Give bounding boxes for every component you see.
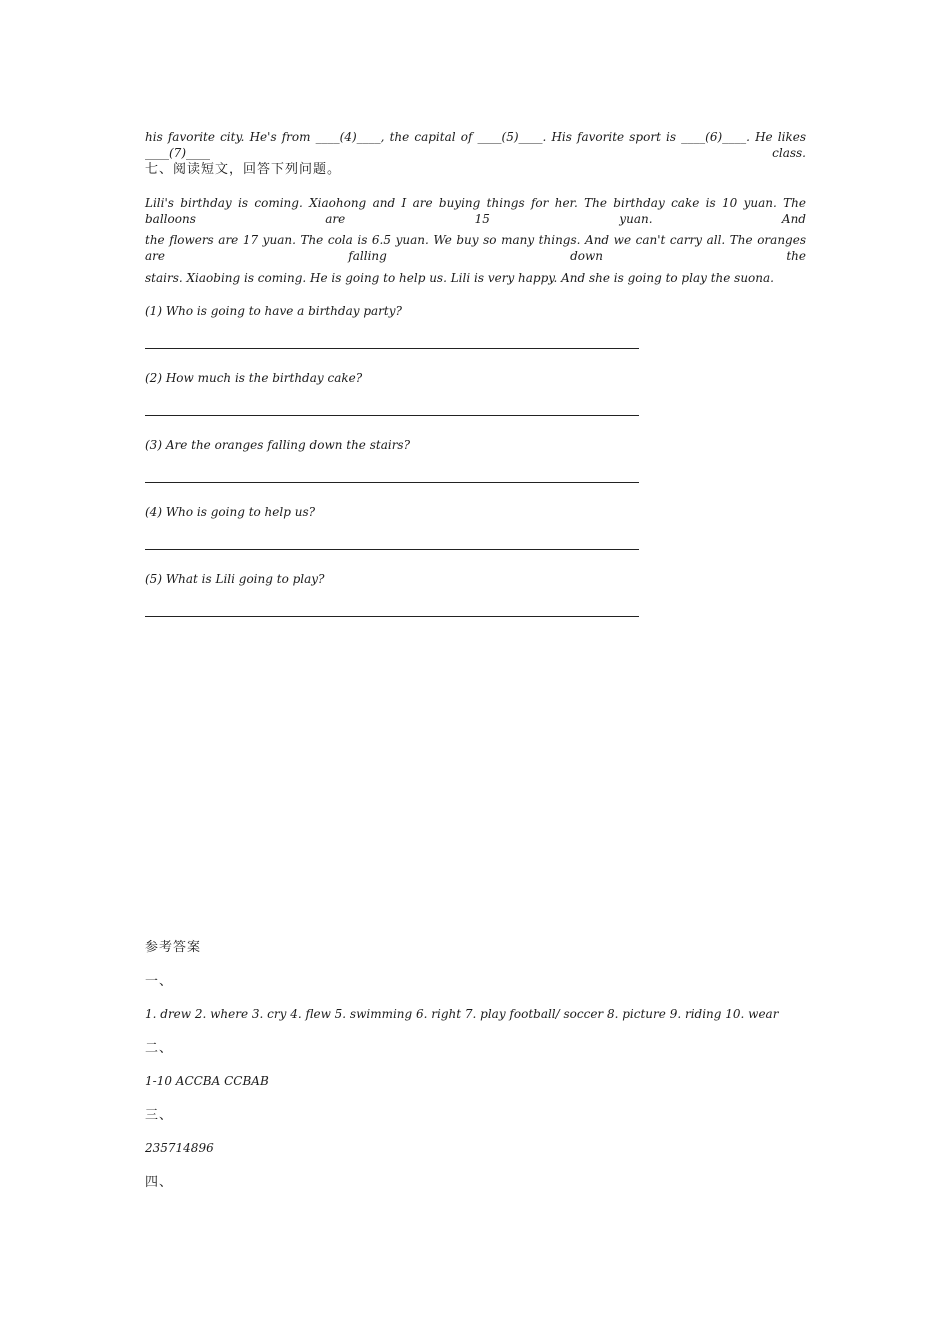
section7-heading: 七、阅读短文，回答下列问题。 <box>145 162 342 177</box>
answers-section3-text: 235714896 <box>145 1141 214 1155</box>
question-2: (2) How much is the birthday cake? <box>145 371 363 385</box>
passage-tail: his favorite city. He's from ____(4)____, the capital of ____(5)____. His favorite sport is ____(6)____. He likes ____(7)____ class. <box>145 130 806 160</box>
question-4: (4) Who is going to help us? <box>145 505 316 519</box>
answers-section2-text: 1-10 ACCBA CCBAB <box>145 1074 269 1088</box>
answer-line-2[interactable] <box>145 415 639 416</box>
question-1: (1) Who is going to have a birthday party? <box>145 304 402 318</box>
passage-line-3: stairs. Xiaobing is coming. He is going to help us. Lili is very happy. And she is going to play the suona. <box>145 271 774 285</box>
passage-line-1: Lili's birthday is coming. Xiaohong and I are buying things for her. The birthday cake is 10 yuan. The balloons are 15 yuan. And <box>145 196 806 226</box>
answers-section1-label: 一、 <box>145 974 174 989</box>
question-3: (3) Are the oranges falling down the stairs? <box>145 438 411 452</box>
answers-section2-label: 二、 <box>145 1041 174 1056</box>
answer-line-4[interactable] <box>145 549 639 550</box>
answers-title: 参考答案 <box>145 940 202 955</box>
answer-line-3[interactable] <box>145 482 639 483</box>
answers-section3-label: 三、 <box>145 1108 174 1123</box>
answer-line-1[interactable] <box>145 348 639 349</box>
question-5: (5) What is Lili going to play? <box>145 572 325 586</box>
answers-section1-text: 1. drew 2. where 3. cry 4. flew 5. swimming 6. right 7. play football/ soccer 8. picture 9. riding 10. wear <box>145 1007 779 1021</box>
passage-line-2: the flowers are 17 yuan. The cola is 6.5 yuan. We buy so many things. And we can't carry all. The oranges are falling down the <box>145 233 806 263</box>
answers-section4-label: 四、 <box>145 1175 174 1190</box>
answer-line-5[interactable] <box>145 616 639 617</box>
